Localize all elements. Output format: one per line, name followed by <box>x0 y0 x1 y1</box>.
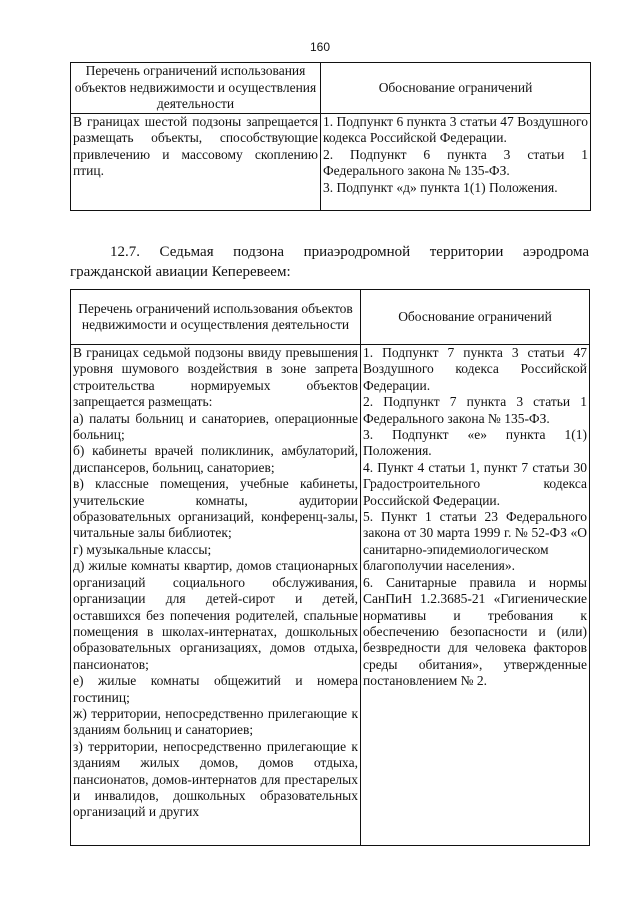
restriction-item: з) территории, непосредственно прилегающие к зданиям жилых домов, домов отдыха, пансионатов, домов-интернатов для престарелых и инвалидов, дошкольных образовательных организаций и других <box>73 738 358 820</box>
table-header-row <box>71 290 590 345</box>
justification-cell <box>361 345 590 846</box>
justification-item: 5. Пункт 1 статьи 23 Федерального закона от 30 марта 1999 г. № 52-ФЗ «О санитарно-эпидемиологическом благополучии населения». <box>363 509 587 574</box>
restrictions-table-sixth-subzone <box>70 62 591 211</box>
restriction-item: е) жилые комнаты общежитий и номера гостиниц; <box>73 673 358 705</box>
restrictions-cell <box>71 345 361 846</box>
justification-item: 2. Подпункт 6 пункта 3 статьи 1 Федерального закона № 135-ФЗ. <box>323 146 588 179</box>
restriction-item: б) кабинеты врачей поликлиник, амбулаторий, диспансеров, больниц, санаториев; <box>73 443 358 475</box>
restriction-item: ж) территории, непосредственно прилегающие к зданиям больниц и санаториев; <box>73 705 358 738</box>
restriction-item: д) жилые комнаты квартир, домов стационарных организаций социального обслуживания, организации для детей-сирот и детей, оставшихся без попечения родителей, спальные помещения в школах-интернатах, дошкольных образовательных организациях, домов отдыха, пансионатов; <box>73 558 358 672</box>
restriction-item: в) классные помещения, учебные кабинеты, учительские комнаты, аудитории образовательных организаций, конференц-залы, читальные залы библиотек; <box>73 476 358 541</box>
header-justification: Обоснование ограничений <box>361 290 590 345</box>
table-row <box>71 345 590 846</box>
justification-item: 1. Подпункт 7 пункта 3 статьи 47 Воздушного кодекса Российской Федерации. <box>363 345 587 393</box>
table-header-row <box>71 63 591 114</box>
restriction-item: г) музыкальные классы; <box>73 541 212 557</box>
table-row <box>71 114 591 211</box>
restriction-item: а) палаты больниц и санаториев, операционные больниц; <box>73 410 358 443</box>
paragraph-text: 12.7. Седьмая подзона приаэродромной территории аэродрома гражданской авиации Кеперевеем: <box>70 244 589 280</box>
page-number: 160 <box>309 40 331 54</box>
justification-item: 4. Пункт 4 статьи 1, пункт 7 статьи 30 Градостроительного кодекса Российской Федерации. <box>363 459 587 508</box>
justification-item: 6. Санитарные правила и нормы СанПиН 1.2.3685-21 «Гигиенические нормативы и требования к обеспечению безопасности и (или) безвредности для человека факторов среды обитания», утвержденные постановлением № 2. <box>363 574 587 689</box>
header-restrictions-list: Перечень ограничений использования объектов недвижимости и осуществления деятельности <box>71 290 361 345</box>
justification-item: 3. Подпункт «д» пункта 1(1) Положения. <box>323 179 558 195</box>
justification-item: 3. Подпункт «е» пункта 1(1) Положения. <box>363 427 587 459</box>
header-justification: Обоснование ограничений <box>321 63 591 114</box>
section-paragraph <box>70 242 589 282</box>
justification-item: 2. Подпункт 7 пункта 3 статьи 1 Федерального закона № 135-ФЗ. <box>363 394 587 426</box>
header-restrictions-list: Перечень ограничений использования объектов недвижимости и осуществления деятельности <box>71 63 321 114</box>
restriction-item: В границах седьмой подзоны ввиду превышения уровня шумового воздействия в зоне запрета строительства нормируемых объектов запрещается размещать: <box>73 345 358 410</box>
restriction-text: В границах шестой подзоны запрещается размещать объекты, способствующие привлечению и массовому скоплению птиц. <box>71 114 321 211</box>
justification-item: 1. Подпункт 6 пункта 3 статьи 47 Воздушного кодекса Российской Федерации. <box>323 114 588 146</box>
restrictions-table-seventh-subzone <box>70 289 590 846</box>
justification-cell <box>321 114 591 211</box>
